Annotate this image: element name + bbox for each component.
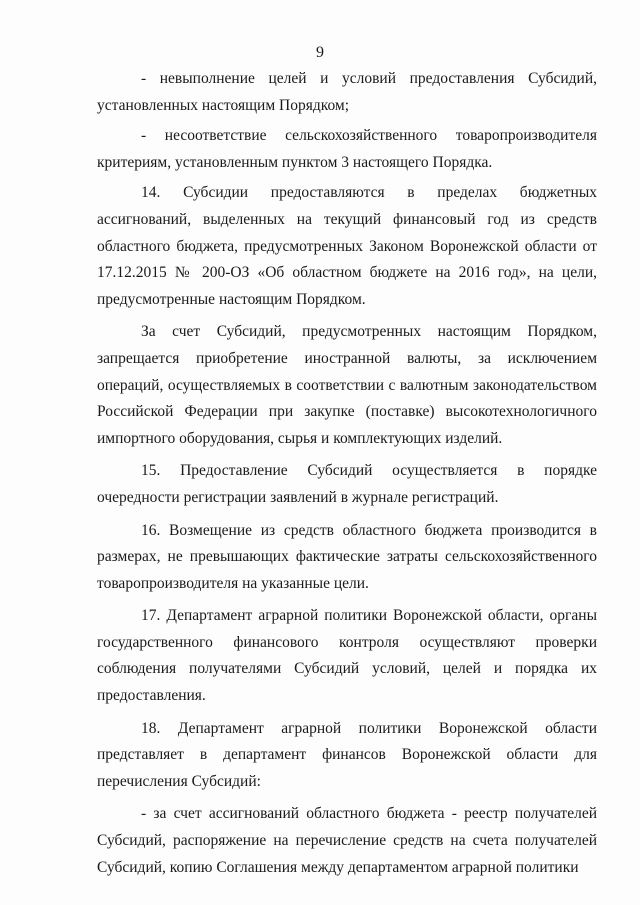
paragraph-15: 15. Предоставление Субсидий осуществляется в порядке очередности регистрации заявлений в журнале регистраций. — [97, 462, 597, 506]
paragraph-16: 16. Возмещение из средств областного бюджета производится в размерах, не превышающих фактические затраты сельскохозяйственного товаропроизводителя на указанные цели. — [97, 521, 597, 592]
paragraph-18: 18. Департамент аграрной политики Воронежской области представляет в департамент финансов Воронежской области для перечисления Субсидий: — [97, 719, 597, 790]
paragraph-bullet-criteria: - несоответствие сельскохозяйственного товаропроизводителя критериям, установленным пунктом 3 настоящего Порядка. — [97, 127, 597, 171]
document-body — [97, 66, 597, 887]
paragraph-17: 17. Департамент аграрной политики Воронежской области, органы государственного финансового контроля осуществляют проверки соблюдения получателями Субсидий условий, целей и порядка их предоставления. — [97, 607, 597, 705]
page-number: 9 — [316, 44, 324, 61]
paragraph-bullet-goals: - невыполнение целей и условий предоставления Субсидий, установленных настоящим Порядком; — [97, 70, 597, 114]
paragraph-14: 14. Субсидии предоставляются в пределах бюджетных ассигнований, выделенных на текущий финансовый год из средств областного бюджета, предусмотренных Законом Воронежской области от 17.12.2015 № 200-ОЗ «Об областном бюджете на 2016 год», на цели, предусмотренные настоящим Порядком. — [97, 184, 597, 308]
paragraph-bullet-registry: - за счет ассигнований областного бюджета - реестр получателей Субсидий, распоряжение на перечисление средств на счета получателей Субсидий, копию Соглашения между департаментом аграрной политики — [97, 805, 597, 876]
paragraph-currency: За счет Субсидий, предусмотренных настоящим Порядком, запрещается приобретение иностранной валюты, за исключением операций, осуществляемых в соответствии с валютным законодательством Российской Федерации при закупке (поставке) высокотехнологичного импортного оборудования, сырья и комплектующих изделий. — [97, 323, 597, 447]
